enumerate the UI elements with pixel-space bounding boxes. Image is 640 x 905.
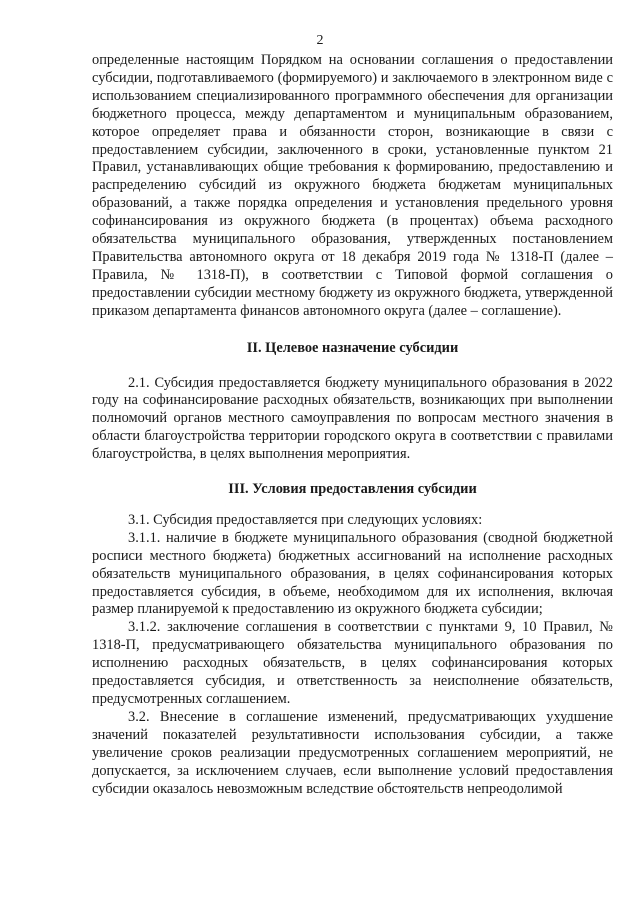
document-body bbox=[92, 52, 613, 798]
page-number: 2 bbox=[316, 33, 324, 48]
section-3-heading: III. Условия предоставления субсидии bbox=[228, 481, 477, 498]
paragraph-3-2: 3.2. Внесение в соглашение изменений, предусматривающих ухудшение значений показателей результативности использования субсидии, а также увеличение сроков реализации предусмотренных соглашением мероприятий, не допускается, за исключением случаев, если выполнение условий предоставления субсидии оказалось невозможным вследствие обстоятельств непреодолимой bbox=[92, 708, 613, 797]
paragraph-3-1-1: 3.1.1. наличие в бюджете муниципального образования (сводной бюджетной росписи местного бюджета) бюджетных ассигнований на исполнение расходных обязательств муниципального образования, в целях софинансирования которых предоставляется субсидия, в объеме, необходимом для их исполнения, включая размер планируемой к предоставлению из окружного бюджета субсидии; bbox=[92, 529, 613, 618]
section-2-heading: II. Целевое назначение субсидии bbox=[246, 339, 459, 356]
paragraph-3-1: 3.1. Субсидия предоставляется при следующих условиях: bbox=[128, 511, 483, 528]
paragraph-3-1-2: 3.1.2. заключение соглашения в соответствии с пунктами 9, 10 Правил, № 1318-П, предусматривающего обязательства муниципального образования по исполнению расходных обязательств, в целях софинансирования которых предоставляется субсидия, и ответственность за неисполнение обязательств, предусмотренных соглашением. bbox=[92, 619, 613, 707]
paragraph-2-1: 2.1. Субсидия предоставляется бюджету муниципального образования в 2022 году на софинансирование расходных обязательств, возникающих при выполнении полномочий органов местного самоуправления по вопросам местного значения в области благоустройства территории городского округа в соответствии с правилами благоустройства, в целях выполнения мероприятия. bbox=[92, 374, 613, 463]
intro-paragraph: определенные настоящим Порядком на основании соглашения о предоставлении субсидии, подготавливаемого (формируемого) и заключаемого в электронном виде с использованием специализированного программного обеспечения для организации бюджетного процесса, между департаментом и муниципальным образованием, которое определяет права и обязанности сторон, возникающие в связи с предоставлением субсидии, заключенного в сроки, установленные пунктом 21 Правил, устанавливающих общие требования к формированию, предоставлению и распределению субсидий из окружного бюджета бюджетам муниципальных образований, а также порядка определения и установления предельного уровня софинансирования из окружного бюджета (в процентах) объема расходного обязательства муниципального образования, утвержденных постановлением Правительства автономного округа от 18 декабря 2019 года № 1318-П (далее – Правила, № 1318-П), в соответствии с Типовой формой соглашения о предоставлении субсидии местному бюджету из окружного бюджета, утвержденной приказом департамента финансов автономного округа (далее – соглашение). bbox=[92, 52, 613, 319]
